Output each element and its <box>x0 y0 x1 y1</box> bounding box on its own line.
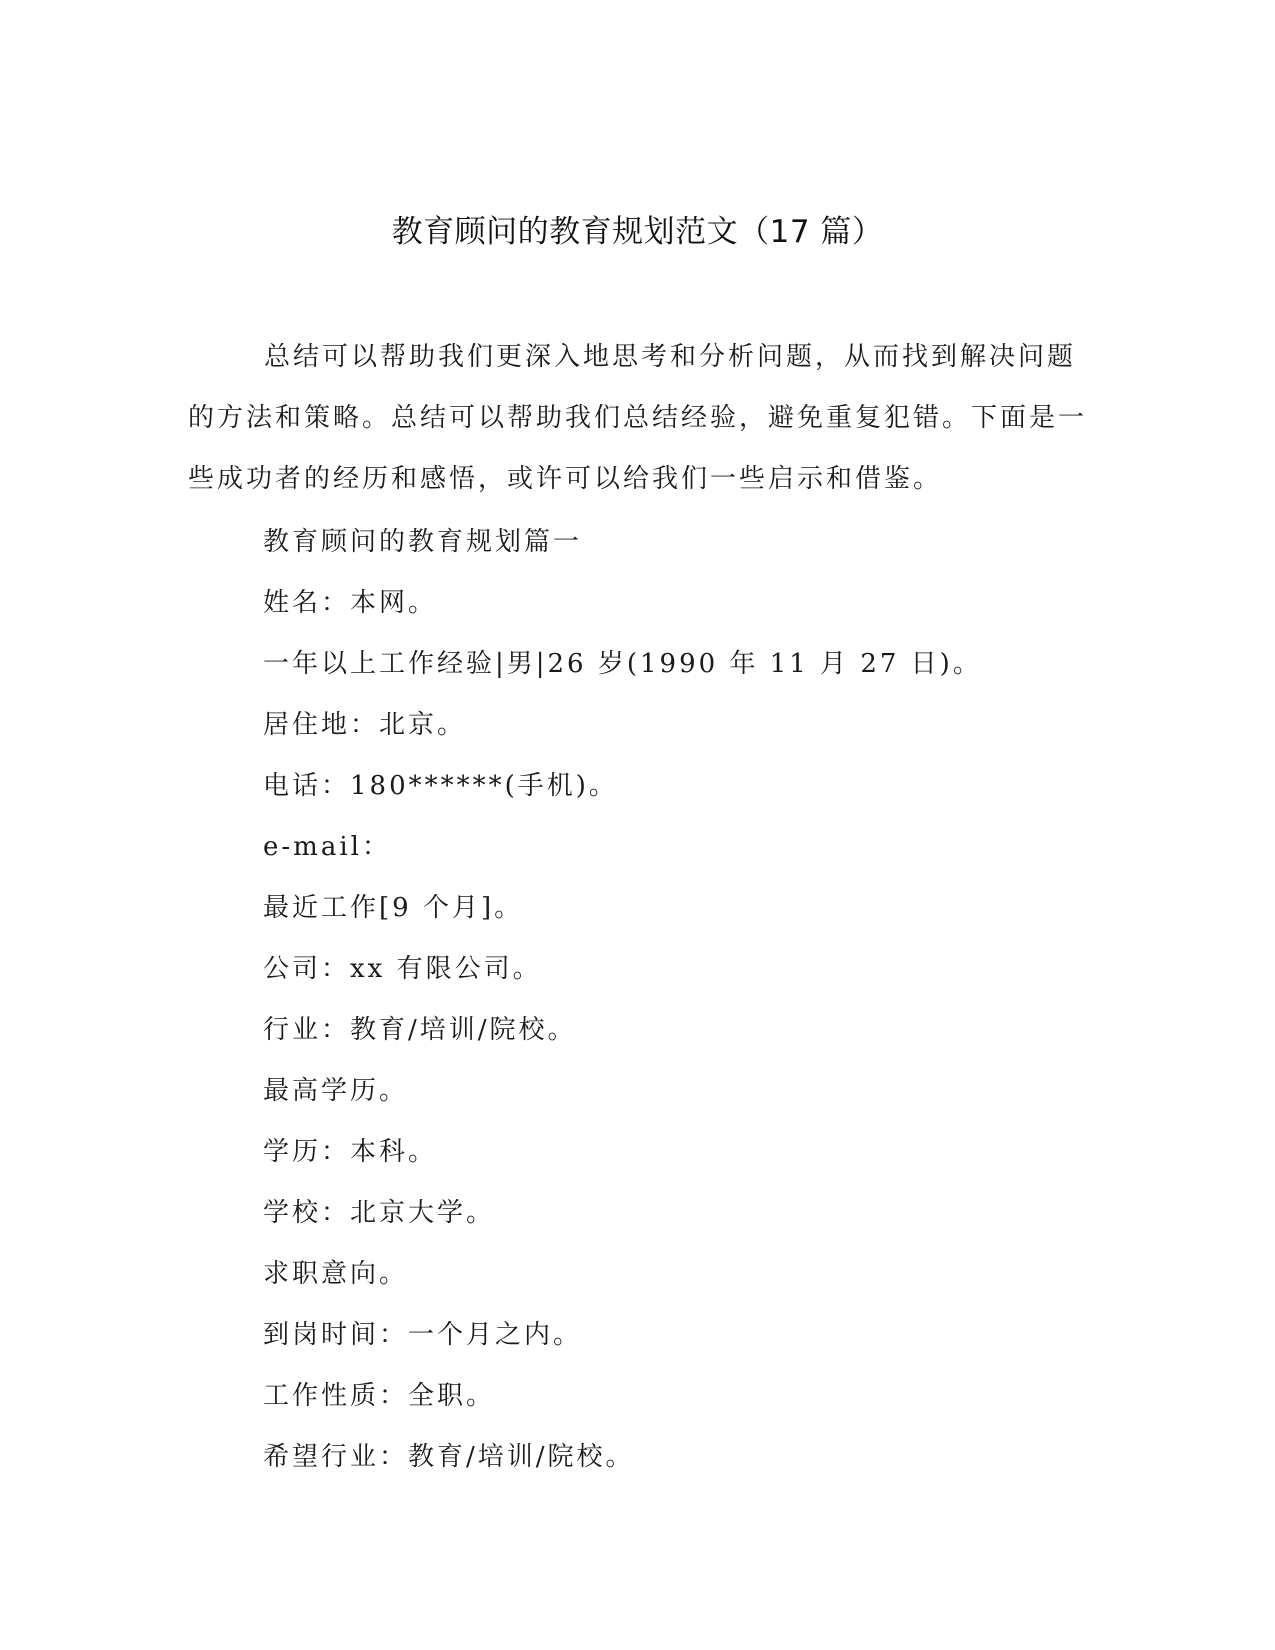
document-title: 教育顾问的教育规划范文（17 篇） <box>391 214 884 250</box>
section-heading: 教育顾问的教育规划篇一 <box>263 527 583 557</box>
text-line-start-time: 到岗时间：一个月之内。 <box>263 1320 583 1350</box>
text-line-desired-industry: 希望行业：教育/培训/院校。 <box>263 1442 635 1472</box>
text-line-experience: 一年以上工作经验|男|26 岁(1990 年 11 月 27 日)。 <box>263 649 982 679</box>
text-line-phone: 电话：180******(手机)。 <box>263 771 618 801</box>
text-line-industry: 行业：教育/培训/院校。 <box>263 1015 577 1045</box>
text-line-name: 姓名：本网。 <box>263 588 438 618</box>
text-line-highest-education: 最高学历。 <box>263 1076 409 1106</box>
text-line-job-intention: 求职意向。 <box>263 1259 409 1289</box>
text-line-company: 公司：xx 有限公司。 <box>263 954 542 984</box>
intro-paragraph: 总结可以帮助我们更深入地思考和分析问题，从而找到解决问题的方法和策略。总结可以帮助我们总结经验，避免重复犯错。下面是一些成功者的经历和感悟，或许可以给我们一些启示和借鉴。 <box>188 342 1088 494</box>
text-line-residence: 居住地：北京。 <box>263 710 467 740</box>
text-line-job-type: 工作性质：全职。 <box>263 1381 496 1411</box>
text-line-recent-work: 最近工作[9 个月]。 <box>263 893 524 923</box>
text-line-email: e-mail： <box>263 832 391 862</box>
resume-lines <box>263 512 982 1488</box>
text-line-degree: 学历：本科。 <box>263 1137 438 1167</box>
text-line-school: 学校：北京大学。 <box>263 1198 496 1228</box>
